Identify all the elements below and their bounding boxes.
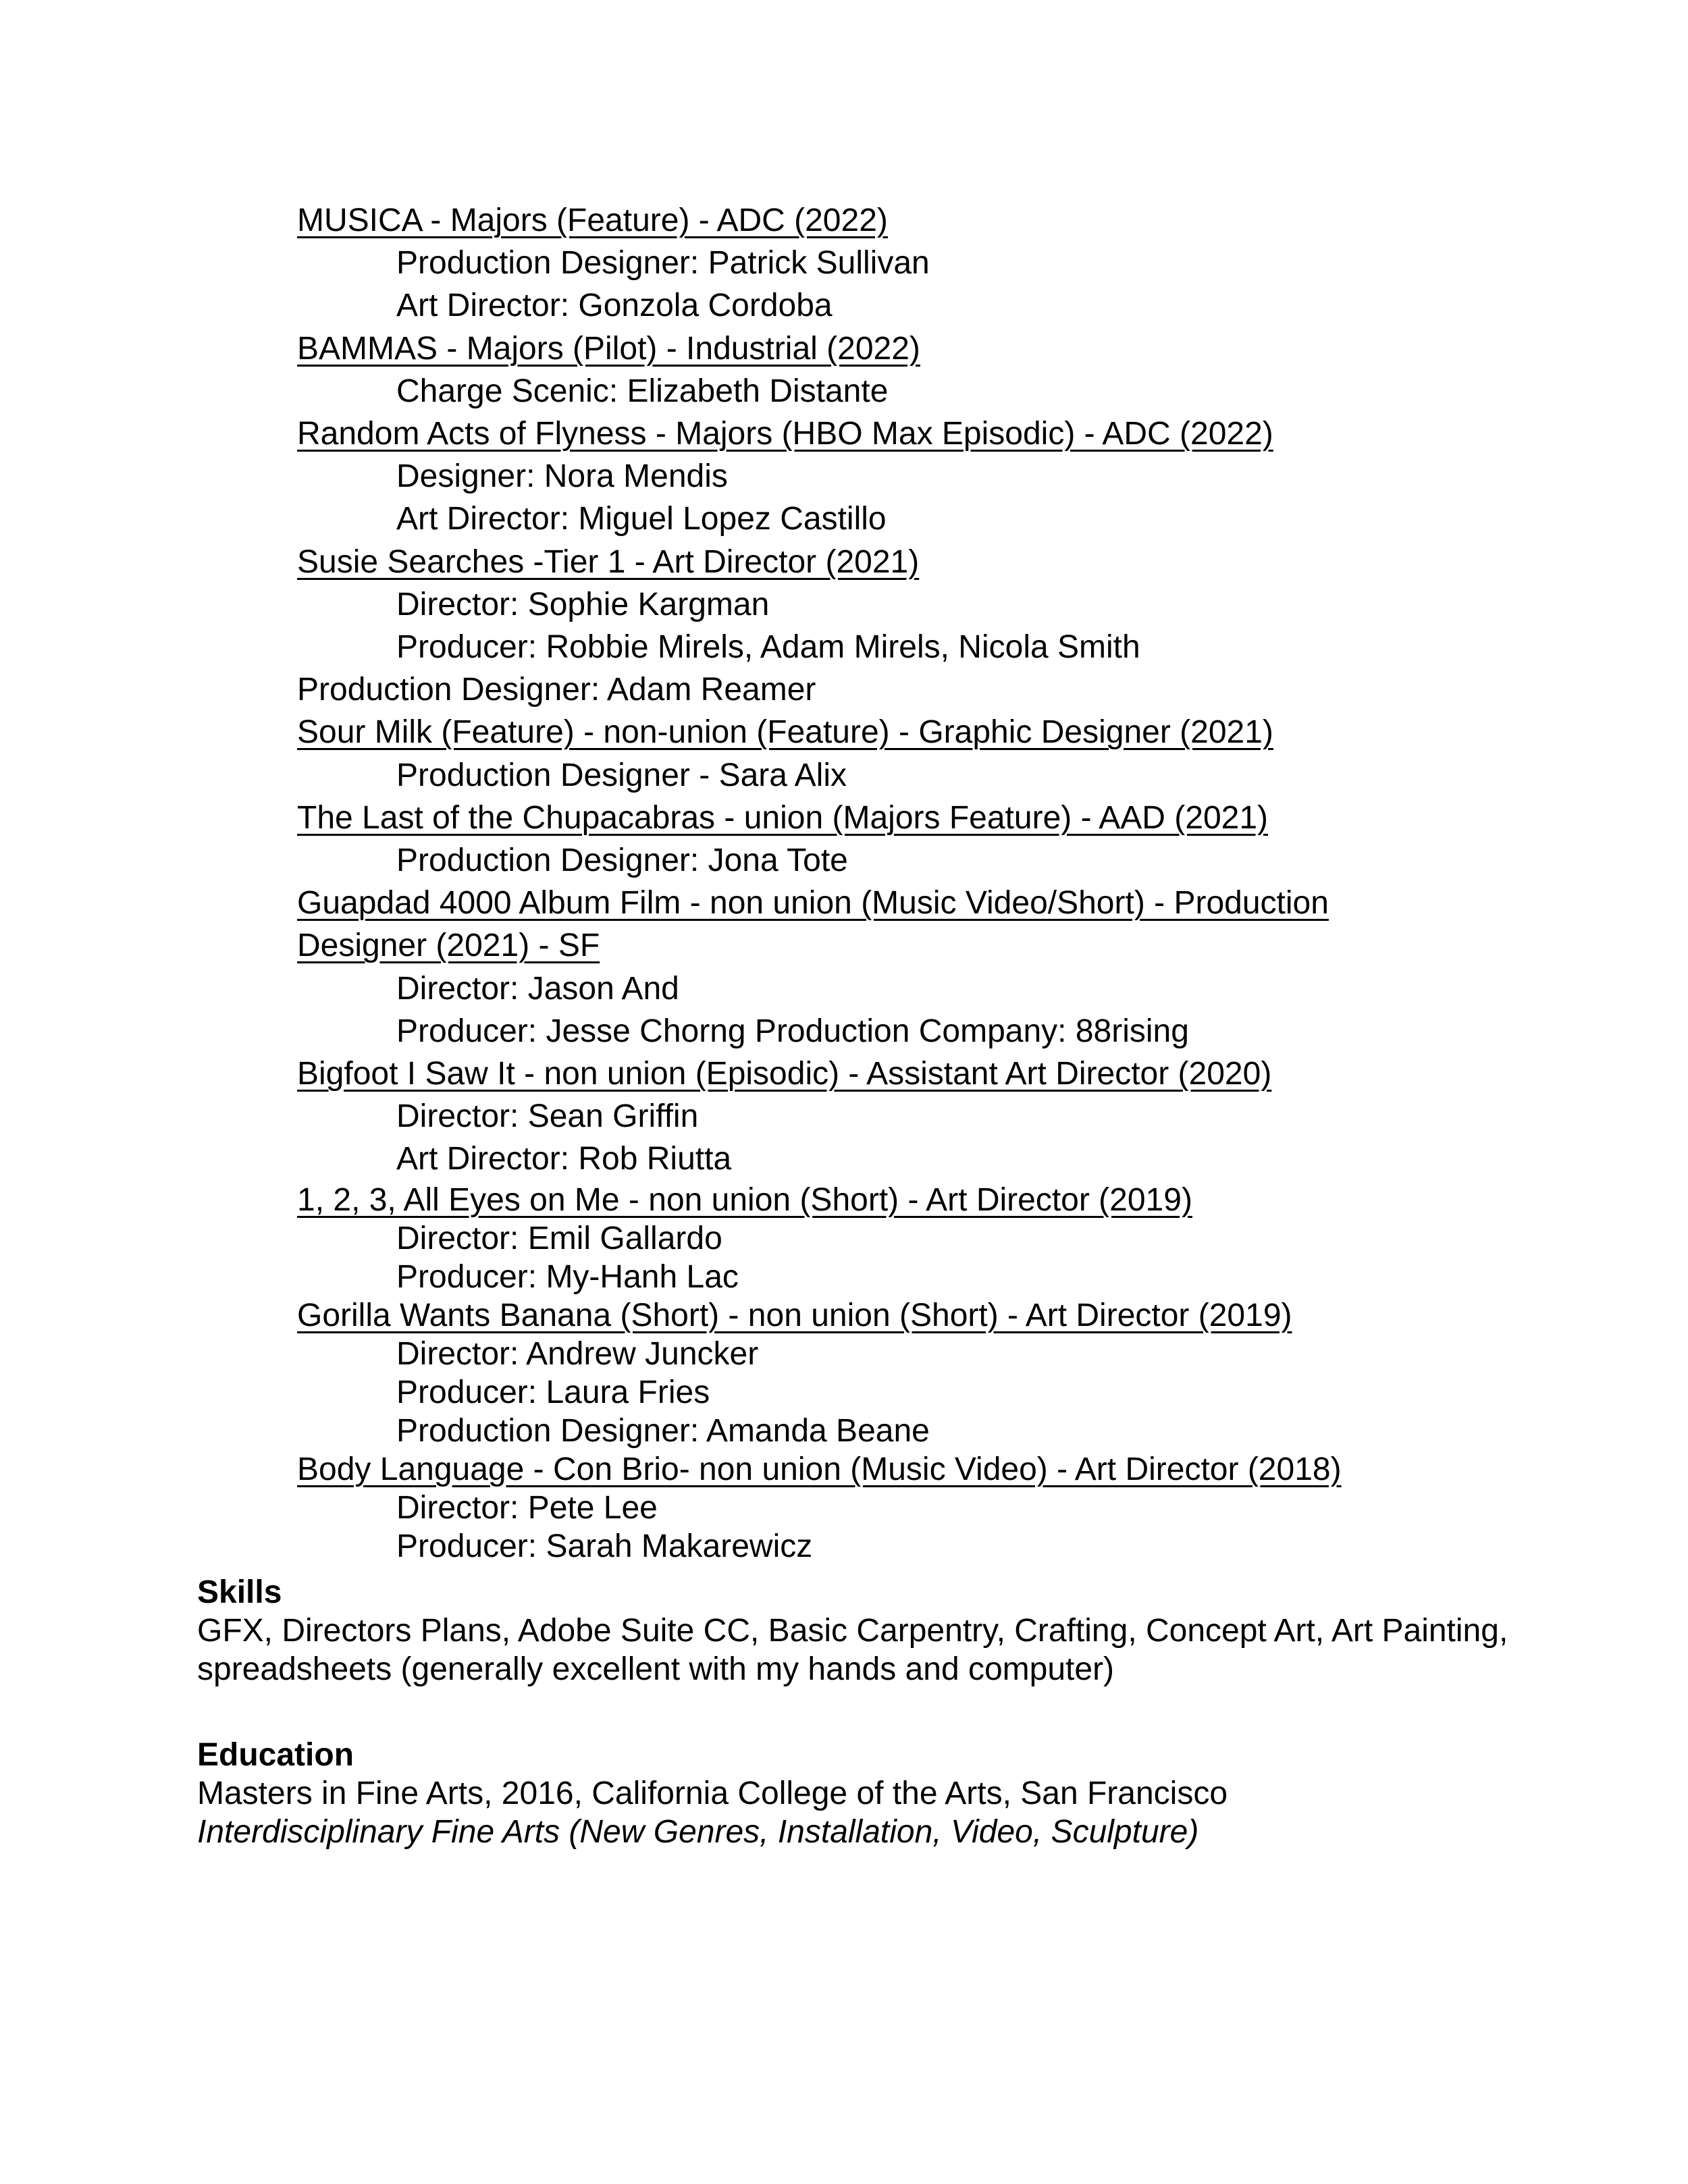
education-section bbox=[197, 1736, 1548, 1851]
credit-title: BAMMAS - Majors (Pilot) - Industrial (2022) bbox=[297, 330, 920, 367]
credit-title: Gorilla Wants Banana (Short) - non union (Short) - Art Director (2019) bbox=[297, 1297, 1292, 1333]
credit-detail: Director: Andrew Juncker bbox=[396, 1335, 759, 1372]
credit-detail: Producer: Sarah Makarewicz bbox=[396, 1528, 813, 1564]
credit-title: The Last of the Chupacabras - union (Majors Feature) - AAD (2021) bbox=[297, 799, 1269, 836]
credit-detail: Producer: Laura Fries bbox=[396, 1374, 710, 1410]
credit-detail: Director: Pete Lee bbox=[396, 1489, 658, 1526]
credit-title: MUSICA - Majors (Feature) - ADC (2022) bbox=[297, 203, 888, 238]
credit-title: Sour Milk (Feature) - non-union (Feature) - Graphic Designer (2021) bbox=[297, 714, 1273, 751]
credit-detail: Art Director: Rob Riutta bbox=[396, 1141, 732, 1177]
credit-detail: Production Designer: Patrick Sullivan bbox=[396, 245, 930, 282]
credit-detail: Art Director: Miguel Lopez Castillo bbox=[396, 501, 887, 537]
credit-detail: Producer: Jesse Chorng Production Company: 88rising bbox=[396, 1013, 1189, 1049]
education-degree: Masters in Fine Arts, 2016, California College of the Arts, San Francisco bbox=[197, 1776, 1228, 1811]
credit-title: Bigfoot I Saw It - non union (Episodic) - Assistant Art Director (2020) bbox=[297, 1056, 1272, 1092]
credit-detail: Director: Jason And bbox=[396, 970, 679, 1007]
education-heading: Education bbox=[197, 1737, 354, 1773]
credit-detail: Production Designer - Sara Alix bbox=[396, 757, 847, 793]
credit-title: Susie Searches -Tier 1 - Art Director (2021) bbox=[297, 543, 920, 580]
credit-detail: Designer: Nora Mendis bbox=[396, 458, 728, 495]
credit-detail: Production Designer: Amanda Beane bbox=[396, 1412, 930, 1449]
credit-detail: Director: Emil Gallardo bbox=[396, 1220, 722, 1256]
credit-detail: Producer: Robbie Mirels, Adam Mirels, Nicola Smith bbox=[396, 629, 1140, 666]
credit-detail: Producer: My-Hanh Lac bbox=[396, 1258, 739, 1295]
skills-line: GFX, Directors Plans, Adobe Suite CC, Basic Carpentry, Crafting, Concept Art, Art Painting, bbox=[197, 1613, 1508, 1649]
skills-heading: Skills bbox=[197, 1574, 282, 1610]
education-focus: Interdisciplinary Fine Arts (New Genres, Installation, Video, Sculpture) bbox=[197, 1814, 1199, 1850]
credit-detail: Art Director: Gonzola Cordoba bbox=[396, 288, 833, 324]
credit-title: Random Acts of Flyness - Majors (HBO Max Episodic) - ADC (2022) bbox=[297, 416, 1273, 452]
credit-detail: Director: Sean Griffin bbox=[396, 1098, 699, 1135]
credit-title: Body Language - Con Brio- non union (Music Video) - Art Director (2018) bbox=[297, 1451, 1342, 1487]
skills-line: spreadsheets (generally excellent with my hands and computer) bbox=[197, 1651, 1115, 1687]
credit-title: 1, 2, 3, All Eyes on Me - non union (Short) - Art Director (2019) bbox=[297, 1181, 1192, 1218]
credit-detail: Production Designer: Jona Tote bbox=[396, 843, 848, 879]
credit-detail: Director: Sophie Kargman bbox=[396, 586, 770, 622]
skills-section bbox=[197, 1573, 1548, 1688]
credit-title: Guapdad 4000 Album Film - non union (Music Video/Short) - Production Designer (2021) - SF bbox=[297, 885, 1329, 964]
credit-detail: Charge Scenic: Elizabeth Distante bbox=[396, 373, 889, 409]
credit-detail-unindented: Production Designer: Adam Reamer bbox=[297, 672, 816, 708]
credits-list bbox=[297, 199, 1580, 1566]
